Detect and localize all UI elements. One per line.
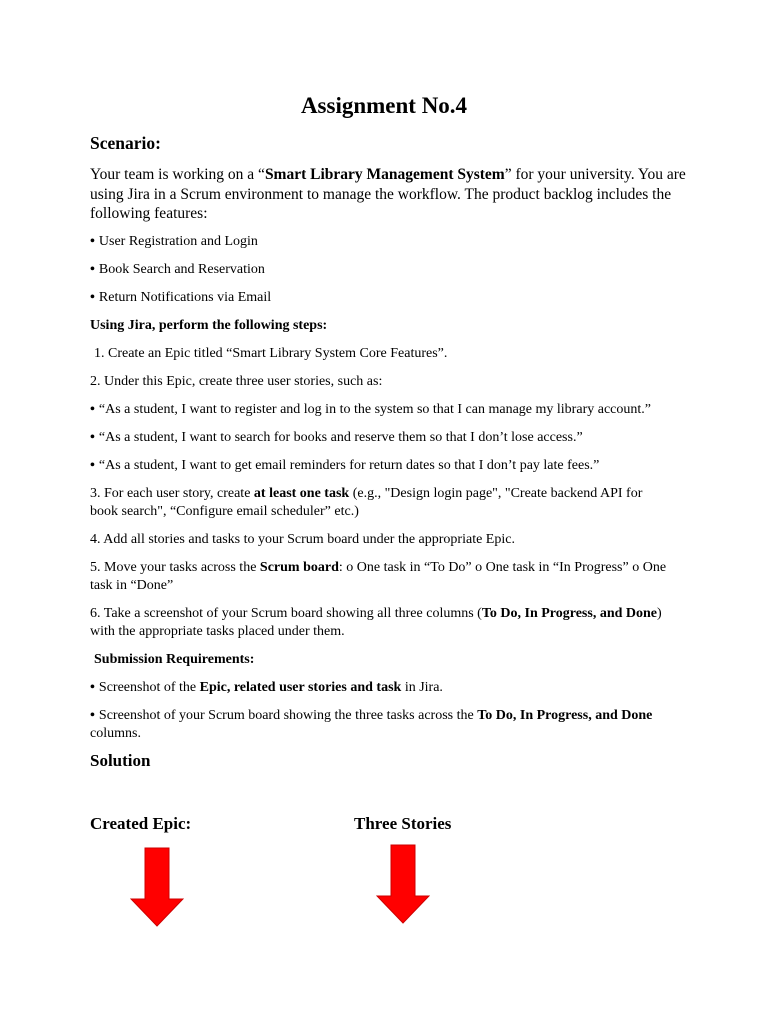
story-text: “As a student, I want to search for books and reserve them so that I don’t lose access.” <box>98 430 583 445</box>
intro-text-2: ” for your university. You are using Jira in a Scrum environment to manage the workflow. The product backlog includes the following features: <box>90 166 686 222</box>
submission-heading <box>94 651 694 669</box>
bullet-icon: • <box>90 262 95 277</box>
step-3-text-1: 3. For each user story, create <box>90 486 254 501</box>
step-5-text-1: 5. Move your tasks across the <box>90 560 260 575</box>
step-5-text-2: : o One task in “To Do” o One task in “In Progress” o One task in “Done” <box>90 560 667 593</box>
red-down-arrow-icon <box>376 844 430 924</box>
story-item <box>90 457 690 475</box>
step-5 <box>90 559 670 595</box>
bullet-icon: • <box>90 234 95 249</box>
step-1: 1. Create an Epic titled “Smart Library System Core Features”. <box>94 346 448 361</box>
requirement-item <box>90 707 670 743</box>
step-6-bold: To Do, In Progress, and Done <box>481 606 658 621</box>
requirement-text-1: Screenshot of your Scrum board showing the three tasks across the <box>98 708 478 723</box>
step-4: 4. Add all stories and tasks to your Scrum board under the appropriate Epic. <box>90 532 515 547</box>
feature-text: Book Search and Reservation <box>98 262 265 277</box>
submission-heading-text: Submission Requirements: <box>94 652 255 667</box>
story-text: “As a student, I want to get email reminders for return dates so that I don’t pay late fees.” <box>98 458 600 473</box>
scenario-heading: Scenario: <box>90 133 161 153</box>
step-2: 2. Under this Epic, create three user stories, such as: <box>90 374 383 389</box>
requirement-text-1: Screenshot of the <box>98 680 200 695</box>
story-item <box>90 401 690 419</box>
page-title: Assignment No.4 <box>300 93 468 118</box>
requirement-bold: To Do, In Progress, and Done <box>477 708 653 723</box>
bullet-icon: • <box>90 290 95 305</box>
solution-heading: Solution <box>90 751 151 770</box>
step-6-text-2: ) with the appropriate tasks placed under them. <box>90 606 662 639</box>
step-6-text-1: 6. Take a screenshot of your Scrum board showing all three columns ( <box>90 606 482 621</box>
intro-paragraph <box>90 165 690 224</box>
created-epic-label: Created Epic: <box>90 814 192 833</box>
story-text: “As a student, I want to register and log in to the system so that I can manage my library account.” <box>98 402 651 417</box>
step-6 <box>90 605 670 641</box>
step-3 <box>90 485 670 521</box>
steps-heading <box>90 317 690 335</box>
feature-item <box>90 289 690 307</box>
step-3-text-2: (e.g., "Design login page", "Create backend API for book search", “Configure email scheduler” etc.) <box>90 486 643 519</box>
requirement-bold: Epic, related user stories and task <box>199 680 402 695</box>
bullet-icon: • <box>90 708 95 723</box>
feature-text: User Registration and Login <box>98 234 258 249</box>
story-item <box>90 429 690 447</box>
step-3-bold: at least one task <box>253 486 350 501</box>
feature-item <box>90 233 690 251</box>
intro-bold: Smart Library Management System <box>264 166 505 183</box>
three-stories-label: Three Stories <box>354 814 452 833</box>
bullet-icon: • <box>90 458 95 473</box>
steps-heading-text: Using Jira, perform the following steps: <box>90 318 328 333</box>
feature-item <box>90 261 690 279</box>
requirement-text-2: in Jira. <box>401 680 443 695</box>
step-5-bold: Scrum board <box>259 560 339 575</box>
bullet-icon: • <box>90 680 95 695</box>
feature-text: Return Notifications via Email <box>98 290 272 305</box>
requirement-item <box>90 679 690 697</box>
bullet-icon: • <box>90 430 95 445</box>
requirement-text-2: columns. <box>90 726 141 741</box>
bullet-icon: • <box>90 402 95 417</box>
intro-text-1: Your team is working on a “ <box>90 166 265 183</box>
red-down-arrow-icon <box>130 847 184 927</box>
